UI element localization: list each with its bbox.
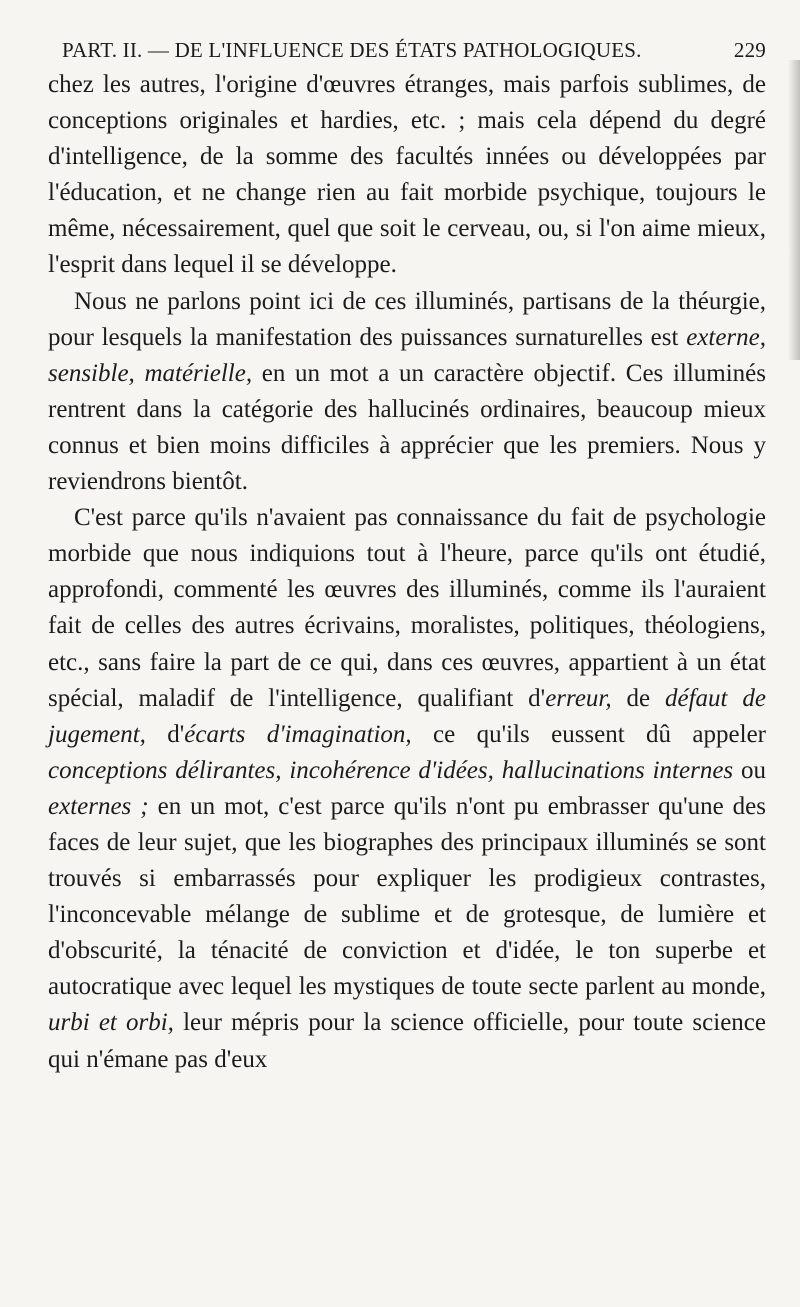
text-run: Nous ne parlons point ici de ces illuminés, partisans de la théurgie, pour lesquels la manifestation des puissances surnaturelles est — [48, 287, 766, 351]
text-body — [48, 67, 766, 1078]
paragraph — [48, 500, 766, 1078]
text-run: ce qu'ils eussent dû appeler — [411, 720, 766, 748]
page-gutter-shadow — [788, 60, 800, 360]
italic-text-run: externes ; — [48, 792, 149, 820]
paragraph — [48, 67, 766, 284]
italic-text-run: urbi et orbi, — [48, 1009, 174, 1037]
italic-text-run: écarts d'imagination, — [184, 720, 412, 748]
text-run: d' — [145, 720, 185, 748]
text-run: en un mot, c'est parce qu'ils n'ont pu embrasser qu'une des faces de leur sujet, que les biographes des principaux illuminés se sont trouvés si embarrassés pour expliquer les prodigieux contrastes, l'inconcevable mélange de sublime et de grotesque, de lumière et d'obscurité, la ténacité de conviction et d'idée, le ton superbe et autocratique avec lequel les mystiques de toute secte parlent au monde, — [48, 792, 766, 1001]
paragraph — [48, 284, 766, 501]
italic-text-run: externe, sensible, matérielle, — [48, 323, 766, 387]
text-run: chez les autres, l'origine d'œuvres étranges, mais parfois sublimes, de conceptions originales et hardies, etc. ; mais cela dépend du degré d'intelligence, de la somme des facultés innées ou développées par l'éducation, et ne change rien au fait morbide psychique, toujours le même, nécessairement, quel que soit le cerveau, ou, si l'on aime mieux, l'esprit dans lequel il se développe. — [48, 71, 766, 279]
italic-text-run: conceptions délirantes, incohérence d'idées, hallucinations internes — [48, 756, 734, 784]
page-number: 229 — [733, 38, 766, 62]
text-run: leur mépris pour la science officielle, pour toute science qui n'émane pas d'eux — [48, 1009, 766, 1073]
text-run: en un mot a un caractère objectif. Ces illuminés rentrent dans la catégorie des hallucinés ordinaires, beaucoup mieux connus et bien moins difficiles à apprécier que les premiers. Nous y reviendrons bientôt. — [48, 359, 766, 496]
italic-text-run: défaut de jugement, — [48, 684, 766, 748]
text-run: C'est parce qu'ils n'avaient pas connaissance du fait de psychologie morbide que nous indiquions tout à l'heure, parce qu'ils ont étudié, approfondi, commenté les œuvres des illuminés, comme ils l'auraient fait de celles des autres écrivains, moralistes, politiques, théologiens, etc., sans faire la part de ce qui, dans ces œuvres, appartient à un état spécial, maladif de l'intelligence, qualifiant d' — [48, 504, 766, 712]
text-run: de — [611, 684, 666, 712]
running-head — [48, 38, 766, 63]
italic-text-run: erreur, — [545, 684, 612, 712]
running-head-title: PART. II. — DE L'INFLUENCE DES ÉTATS PATHOLOGIQUES. — [62, 38, 642, 62]
text-run: ou — [733, 756, 766, 784]
